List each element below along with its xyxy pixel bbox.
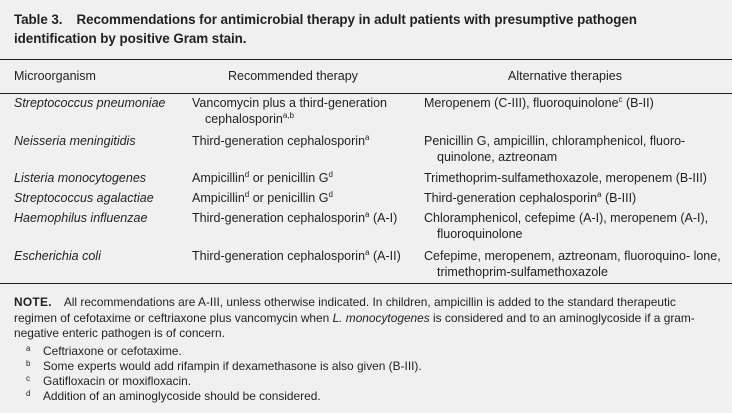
bottom-rule (0, 283, 732, 284)
recommended-cell: Third-generation cephalosporin$^a$ (192, 133, 370, 148)
recommended-cell: Ampicillin$^d$ or penicillin $G^d$ (192, 190, 333, 205)
table-caption (14, 10, 720, 48)
header-rule (0, 93, 732, 94)
alternative-cell: Meropenem (C-III), fluoroquinolone$^c$ (B-II) (424, 95, 654, 110)
organism-cell: Haemophilus influenzae (14, 211, 148, 225)
header-recommended-therapy: Recommended therapy (228, 69, 358, 83)
note-label: NOTE. (14, 295, 52, 309)
table-title: Recommendations for antimicrobial therapy in adult patients with presumptive pathogen identification by positive Gram stain. (14, 12, 637, 46)
top-rule (0, 59, 732, 60)
organism-cell: Escherichia coli (14, 249, 101, 263)
recommended-cell: Vancomycin plus a third-generation cephalosporin$^{a,b}$ (192, 96, 388, 126)
alternative-cell: Third-generation cephalosporin$^a$ (B-III) (424, 190, 637, 205)
footnote: $^d$ Addition of an aminoglycoside should be considered. (26, 389, 321, 403)
recommended-cell: Ampicillin$^d$ or penicillin $G^d$ (192, 170, 333, 185)
alternative-cell: Penicillin G, ampicillin, chloramphenicol, fluoro- quinolone, aztreonam (424, 134, 686, 164)
footnote: $^b$ Some experts would add rifampin if dexamethasone is also given (B-III). (26, 359, 422, 373)
recommended-cell: Third-generation cephalosporin$^a$ (A-II) (192, 248, 401, 263)
organism-cell: Listeria monocytogenes (14, 171, 147, 185)
organism-cell: Streptococcus agalactiae (14, 191, 154, 205)
alternative-cell: Trimethoprim-sulfamethoxazole, meropenem (B-III) (424, 171, 707, 185)
organism-cell: Streptococcus pneumoniae (14, 96, 166, 110)
table-number: Table 3. (14, 12, 63, 27)
recommended-cell: Third-generation cephalosporin$^a$ (A-I) (192, 210, 398, 225)
header-microorganism: Microorganism (14, 69, 96, 83)
header-alternative-therapies: Alternative therapies (508, 69, 622, 83)
alternative-cell: Cefepime, meropenem, aztreonam, fluoroquino- lone, trimethoprim-sulfamethoxazole (424, 249, 721, 279)
footnote: $^c$ Gatifloxacin or moxifloxacin. (26, 374, 192, 388)
footnote: $^a$ Ceftriaxone or cefotaxime. (26, 344, 182, 358)
organism-cell: Neisseria meningitidis (14, 134, 136, 148)
alternative-cell: Chloramphenicol, cefepime (A-I), meropenem (A-I), fluoroquinolone (424, 211, 709, 241)
table-note: NOTE. All recommendations are A-III, unless otherwise indicated. In children, ampicillin is added to the standard therapeutic regimen of cefotaxime or ceftriaxone plus vancomycin when L. monocytogenes is considered and to an aminoglycoside if a gram-negative enteric pathogen is of concern. (14, 295, 695, 340)
